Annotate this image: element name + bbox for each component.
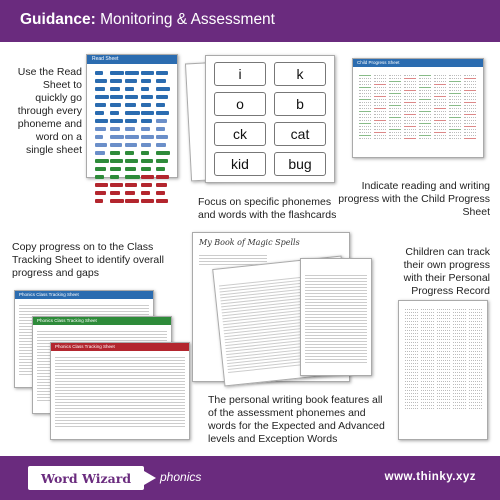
read-sheet-word xyxy=(156,167,166,171)
read-sheet-word xyxy=(141,167,151,171)
progress-column xyxy=(434,73,446,139)
progress-column xyxy=(374,73,386,139)
caption-child-progress: Indicate reading and writing progress with the Child Progress Sheet xyxy=(338,180,490,218)
footer-bar xyxy=(0,456,500,500)
progress-column xyxy=(469,307,482,409)
read-sheet-word xyxy=(156,111,169,115)
flashcard: ck xyxy=(214,122,266,146)
read-sheet-word xyxy=(125,87,134,91)
caption-class-tracking: Copy progress on to the Class Tracking Sheet to identify overall progress and gaps xyxy=(12,241,164,279)
read-sheet-word xyxy=(141,127,150,131)
flashcard: kid xyxy=(214,152,266,176)
read-sheet-word xyxy=(141,151,150,155)
read-sheet-thumbnail xyxy=(86,54,178,178)
flashcard: k xyxy=(274,62,326,86)
read-sheet-word xyxy=(110,95,123,99)
caption-read-sheet: Use the Read Sheet to quickly go through every phoneme and word on a single sheet xyxy=(17,66,82,156)
progress-column xyxy=(404,73,416,139)
read-sheet-word xyxy=(110,175,119,179)
read-sheet-word xyxy=(156,183,167,187)
magic-spells-title: My Book of Magic Spells xyxy=(199,238,300,247)
child-progress-header xyxy=(353,59,483,67)
progress-column xyxy=(421,307,434,409)
read-sheet-word xyxy=(125,119,137,123)
read-sheet-word xyxy=(95,135,103,139)
writing-page-right xyxy=(300,258,372,376)
read-sheet-word xyxy=(95,175,104,179)
progress-column xyxy=(389,73,401,139)
read-sheet-word xyxy=(110,199,124,203)
read-sheet-word xyxy=(95,151,105,155)
read-sheet-word xyxy=(141,135,154,139)
read-sheet-word xyxy=(156,159,168,163)
read-sheet-word xyxy=(125,167,135,171)
page-title xyxy=(20,11,275,29)
read-sheet-word xyxy=(110,159,123,163)
read-sheet-word xyxy=(110,87,119,91)
read-sheet-word xyxy=(125,111,139,115)
website-link[interactable]: www.thinky.xyz xyxy=(384,471,476,483)
read-sheet-word xyxy=(110,71,124,75)
read-sheet-word xyxy=(110,127,120,131)
read-sheet-word xyxy=(156,79,166,83)
read-sheet-word xyxy=(125,71,139,75)
flashcard: i xyxy=(214,62,266,86)
read-sheet-word xyxy=(156,135,169,139)
read-sheet-word xyxy=(141,175,155,179)
ruled-lines xyxy=(305,273,367,363)
progress-column xyxy=(464,73,476,139)
personal-progress-record xyxy=(398,300,488,440)
read-sheet-word xyxy=(141,87,150,91)
read-sheet-word xyxy=(95,159,109,163)
read-sheet-word xyxy=(110,151,119,155)
read-sheet-word xyxy=(110,79,122,83)
read-sheet-word xyxy=(141,143,152,147)
progress-column xyxy=(359,73,371,139)
pencil-icon xyxy=(144,471,156,485)
read-sheet-grid xyxy=(95,71,171,203)
read-sheet-word xyxy=(125,151,134,155)
read-sheet-word xyxy=(125,175,139,179)
class-tracking-sheet-red xyxy=(50,342,190,440)
read-sheet-word xyxy=(110,183,122,187)
logo-subtitle: phonics xyxy=(160,470,202,484)
ruled-lines xyxy=(55,355,185,427)
read-sheet-word xyxy=(141,119,153,123)
read-sheet-word xyxy=(141,191,150,195)
read-sheet-word xyxy=(95,95,109,99)
read-sheet-word xyxy=(110,143,122,147)
flashcard-sheet xyxy=(205,55,335,183)
flashcard: o xyxy=(214,92,266,116)
read-sheet-word xyxy=(141,103,151,107)
read-sheet-word xyxy=(125,103,135,107)
read-sheet-word xyxy=(125,79,136,83)
read-sheet-word xyxy=(156,127,165,131)
caption-writing-book: The personal writing book features all of the assessment phonemes and words for the Expected and Advanced levels and Exception Words xyxy=(208,394,385,445)
read-sheet-word xyxy=(95,127,106,131)
word-wizard-logo xyxy=(28,466,144,490)
read-sheet-word xyxy=(95,111,104,115)
read-sheet-word xyxy=(156,143,166,147)
read-sheet-word xyxy=(141,71,154,75)
read-sheet-word xyxy=(125,191,135,195)
class-tracking-title-red: Phonics Class Tracking Sheet xyxy=(55,344,115,349)
read-sheet-word xyxy=(110,135,124,139)
progress-column xyxy=(419,73,431,139)
read-sheet-word xyxy=(125,199,139,203)
read-sheet-word xyxy=(110,103,121,107)
read-sheet-word xyxy=(95,199,103,203)
read-sheet-word xyxy=(95,79,107,83)
caption-flashcards: Focus on specific phonemes and words with the flashcards xyxy=(198,196,337,221)
read-sheet-word xyxy=(156,175,169,179)
read-sheet-word xyxy=(125,95,138,99)
read-sheet-word xyxy=(125,143,136,147)
read-sheet-word xyxy=(110,111,119,115)
read-sheet-word xyxy=(95,191,106,195)
read-sheet-word xyxy=(125,135,139,139)
child-progress-thumbnail xyxy=(352,58,484,158)
header-bar xyxy=(0,0,500,42)
logo-text: Word Wizard xyxy=(40,470,132,486)
progress-column xyxy=(449,73,461,139)
read-sheet-word xyxy=(95,87,105,91)
read-sheet-word xyxy=(95,119,108,123)
flashcard: bug xyxy=(274,152,326,176)
read-sheet-word xyxy=(95,71,103,75)
read-sheet-word xyxy=(110,119,122,123)
title-rest: Monitoring & Assessment xyxy=(95,11,275,28)
read-sheet-title: Read Sheet xyxy=(92,56,119,62)
read-sheet-word xyxy=(125,183,137,187)
read-sheet-word xyxy=(110,167,121,171)
read-sheet-word xyxy=(125,127,135,131)
read-sheet-word xyxy=(141,159,153,163)
read-sheet-word xyxy=(156,151,170,155)
title-bold: Guidance: xyxy=(20,11,96,28)
read-sheet-word xyxy=(95,167,106,171)
read-sheet-word xyxy=(95,103,106,107)
read-sheet-word xyxy=(95,183,108,187)
read-sheet-word xyxy=(141,95,153,99)
progress-column xyxy=(453,307,466,409)
read-sheet-word xyxy=(156,71,169,75)
read-sheet-word xyxy=(141,183,153,187)
read-sheet-word xyxy=(156,95,168,99)
class-tracking-header-green xyxy=(33,317,171,325)
flashcard: cat xyxy=(274,122,326,146)
read-sheet-word xyxy=(141,111,155,115)
read-sheet-word xyxy=(156,103,166,107)
read-sheet-word xyxy=(156,199,169,203)
read-sheet-word xyxy=(95,143,107,147)
class-tracking-header-red xyxy=(51,343,189,351)
class-tracking-title-green: Phonics Class Tracking Sheet xyxy=(37,318,97,323)
read-sheet-word xyxy=(156,191,165,195)
progress-column xyxy=(405,307,418,409)
ruled-lines xyxy=(199,253,267,265)
read-sheet-word xyxy=(156,119,167,123)
read-sheet-header xyxy=(87,55,177,64)
flashcard: b xyxy=(274,92,326,116)
read-sheet-word xyxy=(141,79,152,83)
caption-personal-progress: Children can track their own progress with their Personal Progress Record xyxy=(403,246,490,297)
progress-column xyxy=(437,307,450,409)
class-tracking-header-blue xyxy=(15,291,153,299)
read-sheet-word xyxy=(125,159,138,163)
class-tracking-title-blue: Phonics Class Tracking Sheet xyxy=(19,292,79,297)
read-sheet-word xyxy=(110,191,120,195)
read-sheet-word xyxy=(156,87,170,91)
read-sheet-word xyxy=(141,199,154,203)
child-progress-title: Child Progress Sheet xyxy=(357,60,400,65)
